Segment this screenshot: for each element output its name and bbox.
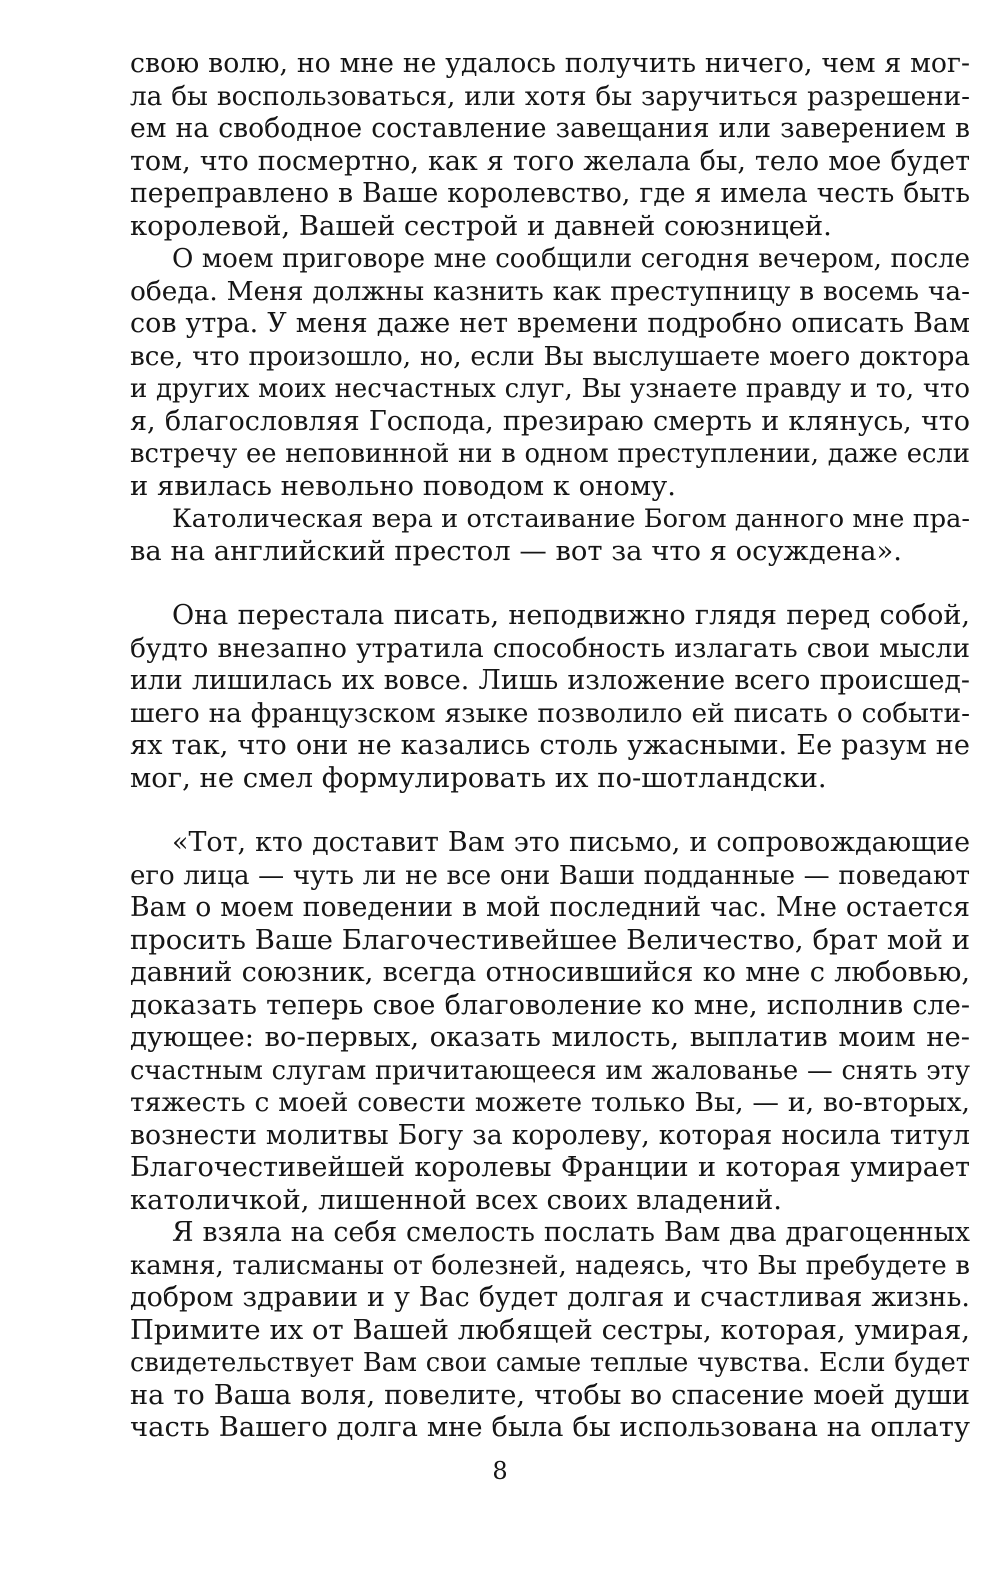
text-line: все, что произошло, но, если Вы выслушаете моего доктора — [130, 341, 970, 372]
text-line: тяжесть с моей совести можете только Вы, — и, во-вторых, — [130, 1087, 970, 1118]
text-line: ва на английский престол — вот за что я осуждена». — [130, 535, 902, 567]
text-line: сов утра. У меня даже нет времени подробно описать Вам — [130, 308, 970, 339]
text-line: или лишилась их вовсе. Лишь изложение всего происшед- — [130, 665, 970, 696]
paragraph-6 — [130, 1217, 970, 1445]
text-line: доказать теперь свое благоволение ко мне, исполнив сле- — [130, 989, 970, 1021]
text-line: и явилась невольно поводом к оному. — [130, 470, 676, 502]
text-line: Благочестивейшей королевы Франции и которая умирает — [130, 1152, 970, 1183]
text-line: обеда. Меня должны казнить как преступницу в восемь ча- — [130, 276, 970, 307]
paragraph-1 — [130, 48, 970, 243]
text-line: добром здравии и у Вас будет долгая и счастливая жизнь. — [130, 1282, 970, 1313]
text-line: Она перестала писать, неподвижно глядя перед собой, — [172, 600, 970, 631]
section-gap — [130, 568, 970, 600]
text-line: Вам о моем поведении в мой последний час. Мне остается — [130, 892, 970, 923]
paragraph-3 — [130, 503, 970, 568]
text-line: просить Ваше Благочестивейшее Величество, брат мой и — [130, 924, 970, 956]
text-line: давний союзник, всегда относившийся ко мне с любовью, — [130, 957, 970, 988]
paragraph-4 — [130, 600, 970, 795]
paragraph-2 — [130, 243, 970, 503]
text-line: часть Вашего долга мне была бы использована на оплату — [130, 1412, 970, 1443]
text-line: «Тот, кто доставит Вам это письмо, и сопровождающие — [172, 827, 970, 858]
text-line: будто внезапно утратила способность излагать свои мысли — [130, 632, 970, 664]
text-line: встречу ее неповинной ни в одном преступлении, даже если — [130, 439, 970, 469]
section-gap — [130, 795, 970, 827]
text-line: вознести молитвы Богу за королеву, которая носила титул — [130, 1119, 970, 1151]
text-line: счастным слугам причитающееся им жалованье — снять эту — [130, 1055, 970, 1086]
text-line: его лица — чуть ли не все они Ваши подданные — поведают — [130, 860, 970, 891]
text-line: том, что посмертно, как я того желала бы, тело мое будет — [130, 145, 970, 177]
text-line: шего на французском языке позволило ей писать о событи- — [130, 698, 970, 729]
text-line: на то Ваша воля, повелите, чтобы во спасение моей души — [130, 1379, 970, 1411]
text-line: католичкой, лишенной всех своих владений. — [130, 1184, 782, 1216]
text-line: Я взяла на себя смелость послать Вам два драгоценных — [172, 1217, 970, 1248]
text-line: камня, талисманы от болезней, надеясь, что Вы пребудете в — [130, 1250, 970, 1281]
text-line: О моем приговоре мне сообщили сегодня вечером, после — [172, 244, 970, 274]
text-line: королевой, Вашей сестрой и давней союзницей. — [130, 210, 832, 242]
text-line: я, благословляя Господа, презираю смерть и клянусь, что — [130, 405, 970, 437]
text-line: Примите их от Вашей любящей сестры, которая, умирая, — [130, 1314, 970, 1346]
text-line: ла бы воспользоваться, или хотя бы заручиться разрешени- — [130, 81, 970, 112]
text-line: мог, не смел формулировать их по-шотландски. — [130, 762, 827, 794]
text-line: свидетельствует Вам свои самые теплые чувства. Если будет — [130, 1348, 970, 1378]
text-line: свою волю, но мне не удалось получить ничего, чем я мог- — [130, 48, 970, 79]
text-line: дующее: во-первых, оказать милость, выплатив моим не- — [130, 1022, 970, 1053]
text-line: переправлено в Ваше королевство, где я имела честь быть — [130, 178, 970, 209]
text-line: Католическая вера и отстаивание Богом данного мне пра- — [172, 504, 970, 534]
text-line: ем на свободное составление завещания или заверением в — [130, 113, 970, 144]
text-line: ях так, что они не казались столь ужасными. Ее разум не — [130, 730, 970, 761]
paragraph-5 — [130, 827, 970, 1217]
page-body — [130, 48, 970, 1445]
page-number: 8 — [492, 1457, 508, 1485]
text-line: и других моих несчастных слуг, Вы узнаете правду и то, что — [130, 374, 970, 404]
